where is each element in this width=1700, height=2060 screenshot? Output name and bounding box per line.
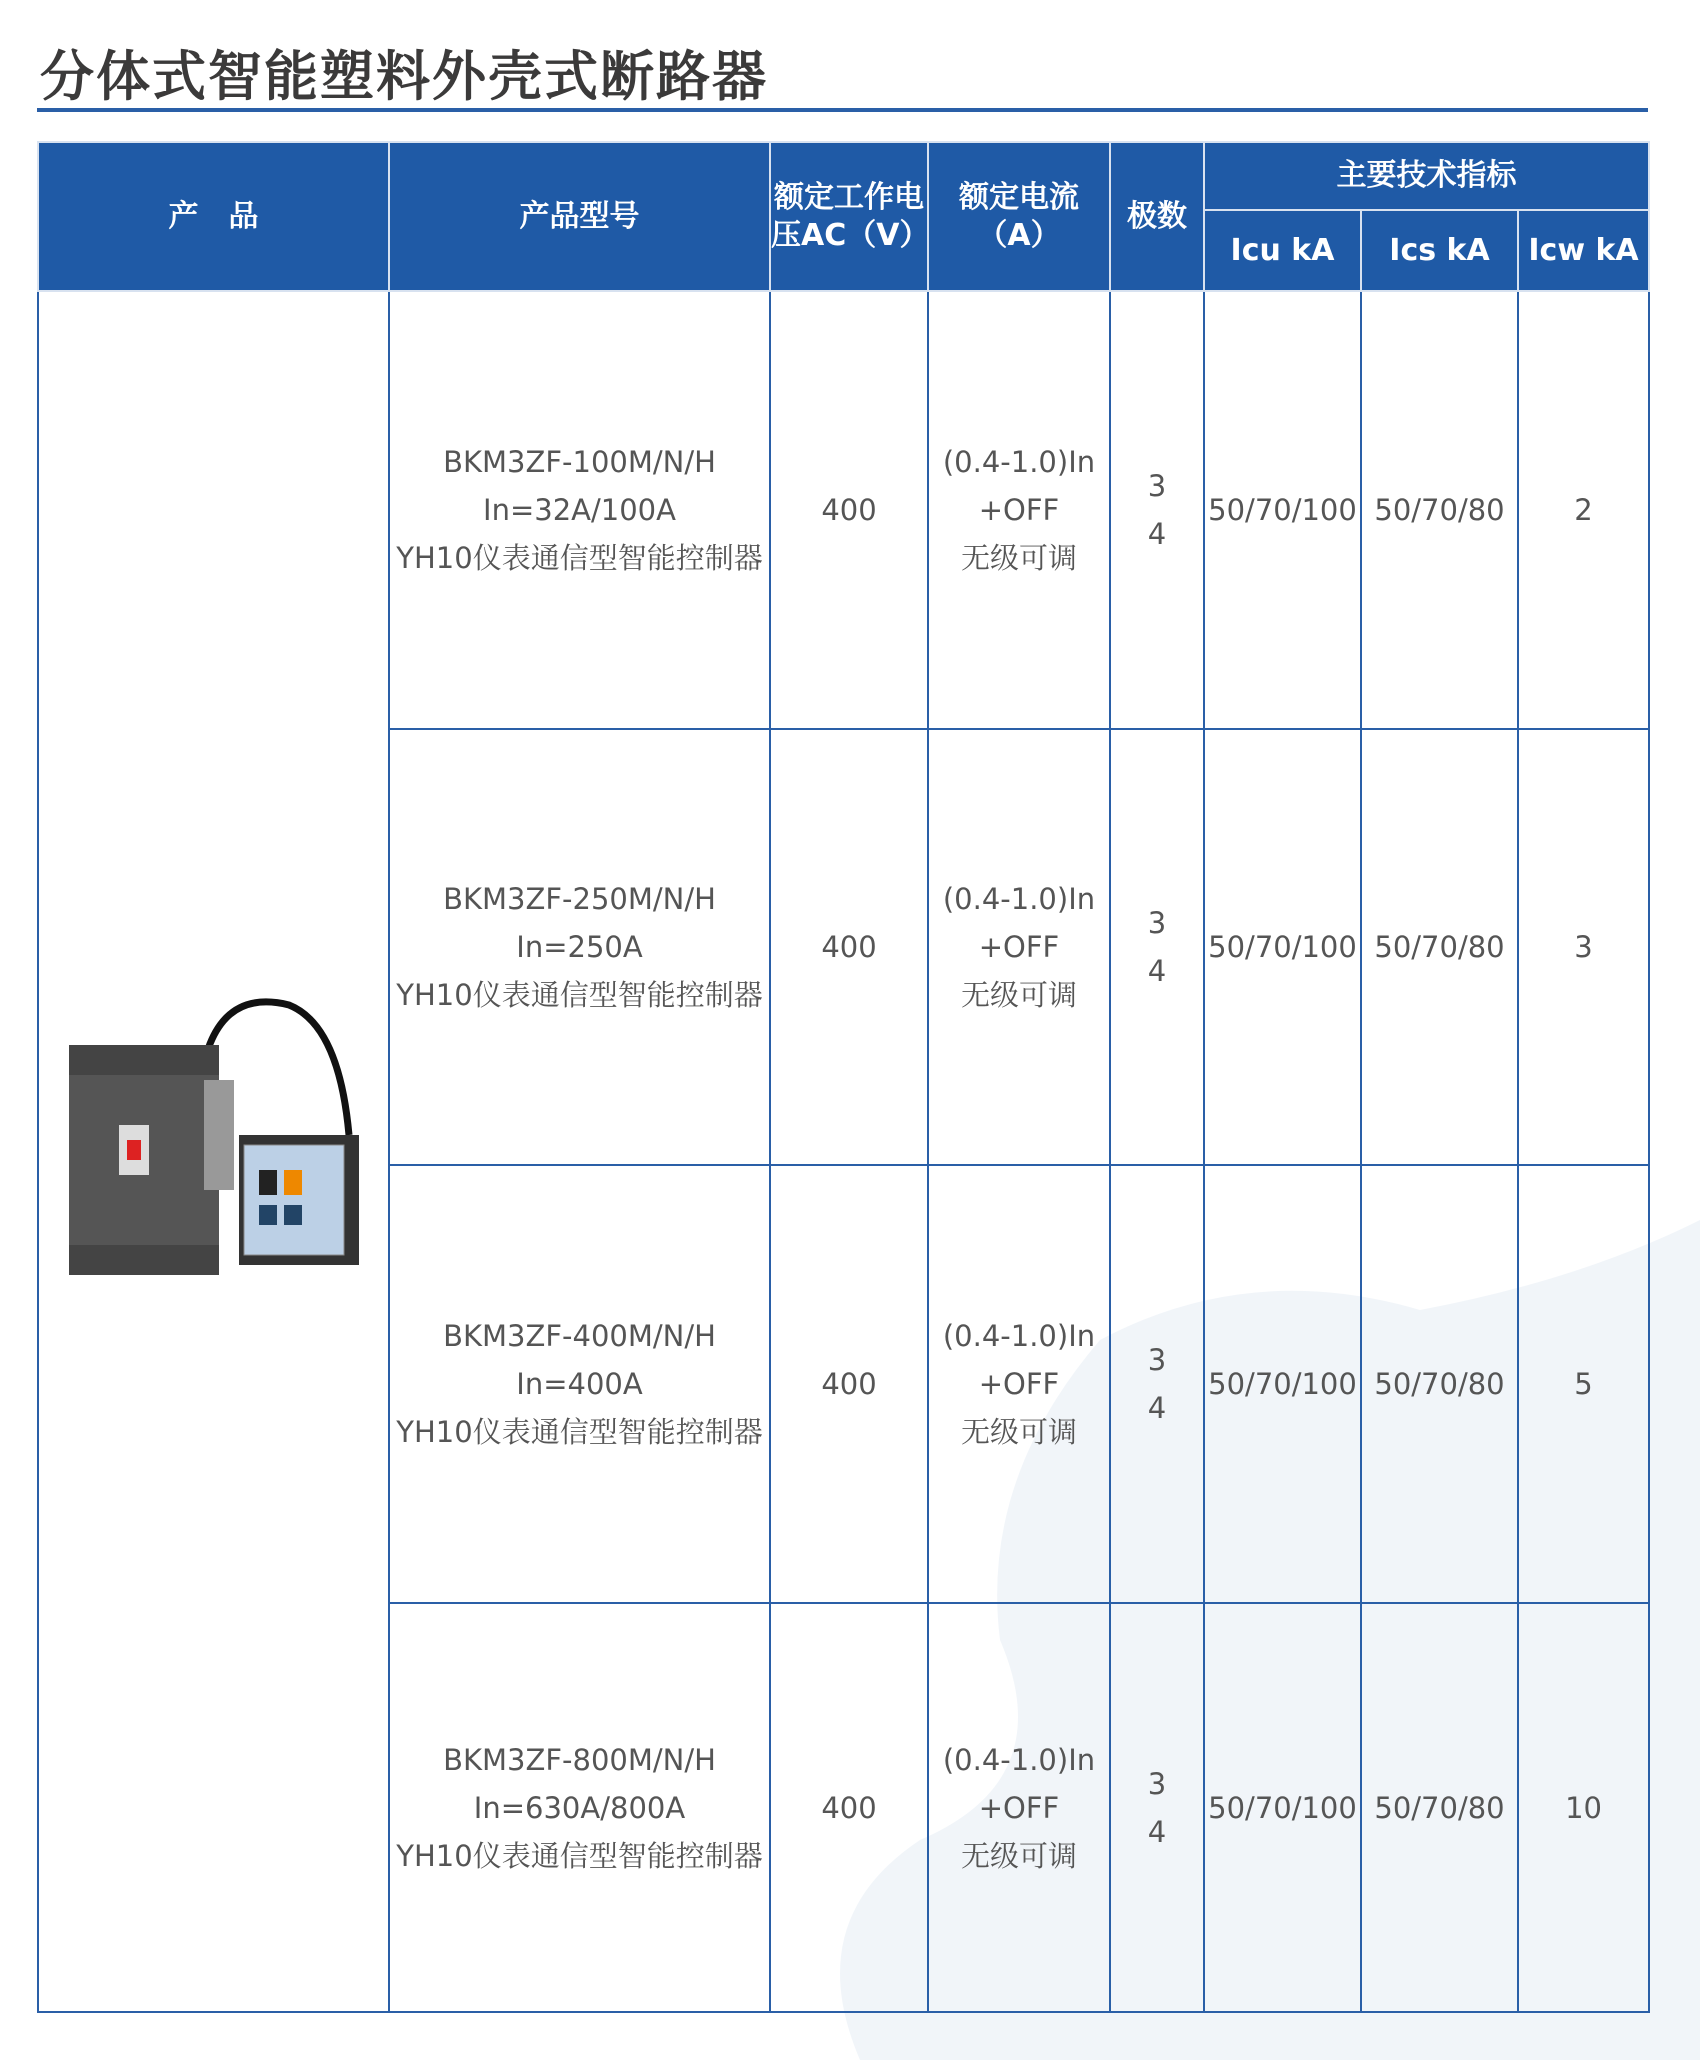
current-off: +OFF bbox=[978, 930, 1060, 964]
header-icw: Icw kA bbox=[1518, 210, 1649, 291]
current-range: (0.4-1.0)In bbox=[942, 445, 1096, 479]
voltage-cell: 400 bbox=[770, 1165, 928, 1603]
current-range: (0.4-1.0)In bbox=[942, 882, 1096, 916]
icu-cell: 50/70/100 bbox=[1204, 1165, 1361, 1603]
header-current: 额定电流（A） bbox=[928, 142, 1110, 291]
model-cell bbox=[389, 291, 770, 729]
product-image-cell bbox=[38, 291, 389, 2012]
current-range: (0.4-1.0)In bbox=[942, 1742, 1096, 1777]
breaker-product-image bbox=[49, 985, 379, 1305]
model-name: BKM3ZF-400M/N/H bbox=[443, 1319, 716, 1353]
icw-cell: 5 bbox=[1518, 1165, 1649, 1603]
spec-table bbox=[37, 141, 1650, 2013]
current-cell bbox=[928, 729, 1110, 1165]
rated-in: In=32A/100A bbox=[483, 493, 676, 527]
model-name: BKM3ZF-250M/N/H bbox=[443, 882, 716, 916]
current-off: +OFF bbox=[978, 1790, 1060, 1825]
current-adjust: 无级可调 bbox=[960, 1838, 1077, 1873]
rated-in: In=630A/800A bbox=[473, 1790, 686, 1825]
icw-cell: 3 bbox=[1518, 729, 1649, 1165]
poles-cell bbox=[1110, 1165, 1204, 1603]
voltage-cell: 400 bbox=[770, 291, 928, 729]
current-cell bbox=[928, 1603, 1110, 2012]
poles-4: 4 bbox=[1147, 1391, 1167, 1425]
voltage-cell: 400 bbox=[770, 1603, 928, 2012]
current-adjust: 无级可调 bbox=[960, 1415, 1077, 1449]
table-row bbox=[38, 291, 1649, 729]
header-model: 产品型号 bbox=[389, 142, 770, 291]
controller: YH10仪表通信型智能控制器 bbox=[396, 541, 763, 575]
model-name: BKM3ZF-100M/N/H bbox=[443, 445, 716, 479]
icu-cell: 50/70/100 bbox=[1204, 1603, 1361, 2012]
poles-3: 3 bbox=[1147, 469, 1167, 503]
poles-4: 4 bbox=[1147, 517, 1167, 551]
header-poles: 极数 bbox=[1110, 142, 1204, 291]
poles-cell bbox=[1110, 291, 1204, 729]
model-cell bbox=[389, 1165, 770, 1603]
current-off: +OFF bbox=[978, 493, 1060, 527]
ics-cell: 50/70/80 bbox=[1361, 1165, 1518, 1603]
current-adjust: 无级可调 bbox=[960, 978, 1077, 1012]
icw-cell: 2 bbox=[1518, 291, 1649, 729]
ics-cell: 50/70/80 bbox=[1361, 729, 1518, 1165]
header-specs: 主要技术指标 bbox=[1204, 142, 1649, 210]
poles-3: 3 bbox=[1147, 1766, 1167, 1801]
current-adjust: 无级可调 bbox=[960, 541, 1077, 575]
ics-cell: 50/70/80 bbox=[1361, 1603, 1518, 2012]
model-cell bbox=[389, 729, 770, 1165]
rated-in: In=400A bbox=[516, 1367, 643, 1401]
ics-cell: 50/70/80 bbox=[1361, 291, 1518, 729]
poles-4: 4 bbox=[1147, 954, 1167, 988]
header-voltage: 额定工作电压AC（V） bbox=[770, 142, 928, 291]
header-ics: Ics kA bbox=[1361, 210, 1518, 291]
current-off: +OFF bbox=[978, 1367, 1060, 1401]
poles-3: 3 bbox=[1147, 906, 1167, 940]
controller: YH10仪表通信型智能控制器 bbox=[396, 978, 763, 1012]
header-icu: Icu kA bbox=[1204, 210, 1361, 291]
controller: YH10仪表通信型智能控制器 bbox=[396, 1838, 763, 1873]
poles-4: 4 bbox=[1147, 1814, 1167, 1849]
icw-cell: 10 bbox=[1518, 1603, 1649, 2012]
current-cell bbox=[928, 1165, 1110, 1603]
current-cell bbox=[928, 291, 1110, 729]
header-product: 产 品 bbox=[38, 142, 389, 291]
current-range: (0.4-1.0)In bbox=[942, 1319, 1096, 1353]
poles-cell bbox=[1110, 1603, 1204, 2012]
icu-cell: 50/70/100 bbox=[1204, 291, 1361, 729]
poles-3: 3 bbox=[1147, 1343, 1167, 1377]
poles-cell bbox=[1110, 729, 1204, 1165]
voltage-cell: 400 bbox=[770, 729, 928, 1165]
rated-in: In=250A bbox=[516, 930, 643, 964]
page-title: 分体式智能塑料外壳式断路器 bbox=[40, 45, 768, 108]
title-divider bbox=[37, 108, 1648, 112]
controller: YH10仪表通信型智能控制器 bbox=[396, 1415, 763, 1449]
icu-cell: 50/70/100 bbox=[1204, 729, 1361, 1165]
model-name: BKM3ZF-800M/N/H bbox=[443, 1742, 716, 1777]
model-cell bbox=[389, 1603, 770, 2012]
